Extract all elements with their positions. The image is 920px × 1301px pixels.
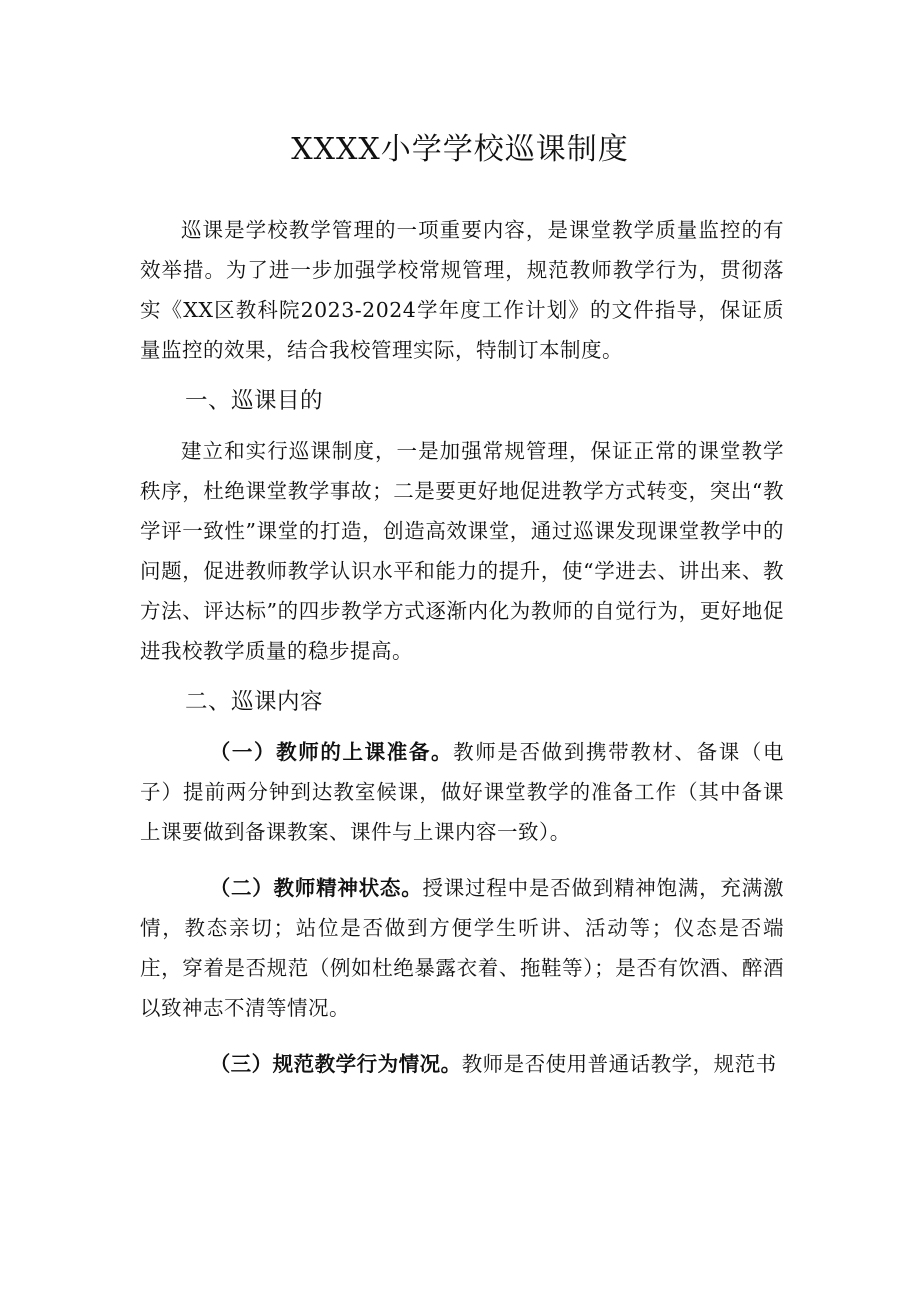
item-lead: （二）教师精神状态。 bbox=[209, 876, 423, 900]
document-body bbox=[140, 210, 784, 1100]
item-text: 教师是否做到携带教材、备课（电子）提前两分钟到达教室候课，做好课堂教学的准备工作（其中备课上课要做到备课教案、课件与上课内容一致）。 bbox=[140, 740, 785, 844]
item-text: 授课过程中是否做到精神饱满，充满激情，教态亲切；站位是否做到方便学生听讲、活动等；仪态是否端庄，穿着是否规范（例如杜绝暴露衣着、拖鞋等）；是否有饮酒、醉酒以致神志不清等情况。 bbox=[140, 876, 784, 1020]
section-heading-purpose: 一、巡课目的 bbox=[185, 388, 324, 414]
purpose-paragraph: 建立和实行巡课制度，一是加强常规管理，保证正常的课堂教学秩序，杜绝课堂教学事故；二是要更好地促进教学方式转变，突出“教学评一致性”课堂的打造，创造高效课堂，通过巡课发现课堂教学中的问题，促进教师教学认识水平和能力的提升，使“学进去、讲出来、教方法、评达标”的四步教学方式逐渐内化为教师的自觉行为，更好地促进我校教学质量的稳步提高。 bbox=[140, 439, 784, 663]
item-text: 教师是否使用普通话教学，规范书 bbox=[461, 1052, 777, 1076]
item-lead: （一）教师的上课准备。 bbox=[209, 740, 454, 764]
content-item-spirit bbox=[140, 868, 784, 1028]
content-item-behavior bbox=[140, 1044, 784, 1084]
document-title: XXXX小学学校巡课制度 bbox=[291, 132, 629, 168]
content-item-preparation bbox=[140, 732, 784, 852]
item-lead: （三）规范教学行为情况。 bbox=[209, 1052, 462, 1076]
section-heading-content: 二、巡课内容 bbox=[185, 689, 324, 715]
intro-paragraph: 巡课是学校教学管理的一项重要内容，是课堂教学质量监控的有效举措。为了进一步加强学校常规管理，规范教师教学行为，贯彻落实《XX区教科院2023-2024学年度工作计划》的文件指导，保证质量监控的效果，结合我校管理实际，特制订本制度。 bbox=[140, 218, 784, 362]
